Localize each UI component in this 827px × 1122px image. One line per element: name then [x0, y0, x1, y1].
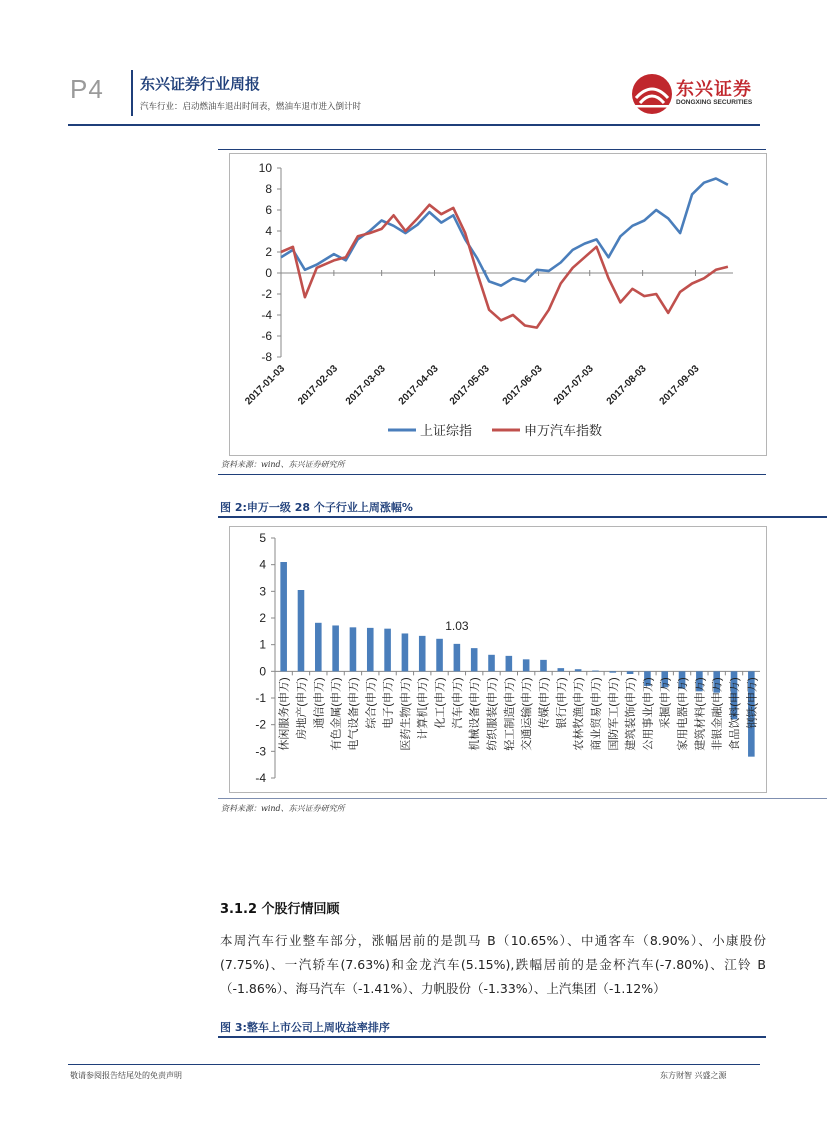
x-tick-label: 2017-03-03 [343, 363, 388, 408]
y-tick-label: -2 [255, 717, 266, 732]
figure1-bottom-rule [218, 474, 766, 475]
x-tick-label: 2017-08-03 [604, 363, 649, 408]
x-tick-label: 医药生物(申万) [399, 677, 412, 751]
bar [402, 633, 409, 671]
x-tick-label: 2017-06-03 [500, 363, 545, 408]
y-tick-label: 5 [259, 531, 266, 545]
x-tick-label: 非银金融(申万) [711, 677, 724, 751]
bar [315, 623, 322, 672]
logo-text: 东兴证券 [676, 79, 752, 100]
bar [540, 660, 547, 671]
x-tick-label: 有色金属(申万) [330, 677, 343, 751]
figure1-source: 资料来源：wind、东兴证券研究所 [221, 460, 345, 469]
section-heading: 3.1.2 个股行情回顾 [220, 902, 340, 917]
y-tick-label: -6 [261, 329, 272, 343]
bar [280, 562, 287, 671]
x-tick-label: 2017-05-03 [447, 363, 492, 408]
y-tick-label: 4 [265, 224, 272, 238]
report-title: 东兴证券行业周报 [140, 75, 261, 93]
y-tick-label: 1 [259, 637, 266, 652]
bar [454, 644, 461, 671]
x-tick-label: 采掘(申万) [659, 677, 672, 729]
x-tick-label: 通信(申万) [313, 677, 326, 729]
figure2-title-rule [218, 516, 827, 518]
y-tick-label: 8 [265, 182, 272, 196]
footer-rule [68, 1064, 760, 1065]
bar [436, 639, 443, 672]
bar [298, 590, 305, 671]
x-tick-label: 汽车(申万) [451, 677, 464, 729]
y-tick-label: -4 [255, 771, 266, 785]
bar [627, 671, 634, 674]
section-paragraph: 本周汽车行业整车部分，涨幅居前的是凯马 B（10.65%）、中通客车（8.90%）、小康股份(7.75%)、一汽轿车(7.63%)和金龙汽车(5.15%),跌幅居前的是金杯汽车(-7.80%)、江铃 B（-1.86%）、海马汽车（-1.41%）、力帆股份（-1.33%）、上汽集团（-1.12%） [220, 933, 766, 996]
report-subtitle: 汽车行业：启动燃油车退出时间表，燃油车退市进入倒计时 [140, 102, 362, 112]
y-tick-label: 6 [265, 203, 272, 217]
legend-label: 上证综指 [420, 423, 473, 438]
x-tick-label: 家用电器(申万) [677, 677, 690, 751]
x-tick-label: 房地产(申万) [295, 677, 308, 740]
bar [575, 669, 582, 671]
y-tick-label: -3 [255, 744, 266, 759]
figure3-title-rule [218, 1036, 766, 1038]
x-tick-label: 国防军工(申万) [607, 677, 620, 751]
y-tick-label: -2 [261, 287, 272, 301]
y-tick-label: 10 [258, 161, 272, 175]
figure2-chart-frame [229, 526, 767, 793]
x-tick-label: 2017-07-03 [551, 363, 596, 408]
x-tick-label: 机械设备(申万) [469, 677, 482, 751]
x-tick-label: 交通运输(申万) [521, 677, 534, 751]
y-tick-label: 2 [265, 245, 272, 259]
x-tick-label: 建筑材料(申万) [694, 677, 707, 751]
bar [367, 628, 374, 671]
x-tick-label: 化工(申万) [434, 677, 447, 729]
figure2-title: 图 2:申万一级 28 个子行业上周涨幅% [220, 501, 413, 514]
x-tick-label: 银行(申万) [555, 677, 568, 729]
figure1-top-rule [218, 149, 766, 150]
x-tick-label: 轻工制造(申万) [503, 677, 516, 751]
x-tick-label: 2017-09-03 [657, 363, 702, 408]
bar [506, 656, 513, 671]
y-tick-label: 0 [259, 664, 266, 679]
x-tick-label: 电子(申万) [382, 677, 395, 729]
bar [488, 655, 495, 672]
figure2-source: 资料来源：wind、东兴证券研究所 [221, 804, 345, 813]
x-tick-label: 休闲服务(申万) [278, 677, 291, 751]
x-tick-label: 综合(申万) [365, 677, 378, 729]
y-tick-label: -4 [261, 308, 272, 322]
legend-label: 申万汽车指数 [524, 423, 603, 438]
y-tick-label: 4 [259, 557, 266, 572]
x-tick-label: 钢铁(申万) [746, 677, 759, 729]
x-tick-label: 2017-01-03 [243, 363, 288, 408]
bar-chart [230, 527, 766, 792]
x-tick-label: 2017-04-03 [396, 363, 441, 408]
x-tick-label: 商业贸易(申万) [590, 677, 603, 751]
series-line-shanghai-composite [281, 179, 728, 286]
figure1-chart-frame [229, 153, 767, 456]
bar [332, 625, 339, 671]
bar [558, 668, 565, 671]
y-tick-label: 2 [259, 611, 266, 625]
series-line-sw-auto-index [281, 205, 728, 328]
y-tick-label: -1 [255, 691, 266, 705]
y-tick-label: -8 [261, 350, 272, 364]
y-tick-label: 3 [259, 584, 266, 599]
y-tick-label: 0 [265, 266, 272, 280]
logo-english: DONGXING SECURITIES [676, 99, 753, 106]
figure2-bottom-rule [218, 798, 827, 799]
x-tick-label: 食品饮料(申万) [729, 677, 742, 751]
bar [523, 659, 530, 671]
bar [592, 671, 599, 672]
footer-slogan: 东方财智 兴盛之源 [660, 1071, 727, 1080]
bar [471, 648, 478, 671]
x-tick-label: 传媒(申万) [538, 677, 551, 729]
bar [350, 627, 357, 671]
x-tick-label: 建筑装饰(申万) [625, 677, 638, 751]
x-tick-label: 电气设备(申万) [347, 677, 360, 751]
line-chart [230, 154, 766, 455]
bar [419, 636, 426, 671]
x-tick-label: 农林牧渔(申万) [573, 677, 586, 751]
figure3-title: 图 3:整车上市公司上周收益率排序 [220, 1021, 390, 1034]
bar [384, 629, 391, 672]
x-tick-label: 2017-02-03 [296, 363, 340, 408]
bar [609, 671, 616, 672]
page-number: P4 [70, 74, 104, 104]
data-label: 1.03 [445, 618, 469, 633]
x-tick-label: 纺织服装(申万) [486, 677, 499, 751]
footer-disclaimer: 敬请参阅报告结尾处的免责声明 [70, 1071, 182, 1080]
header-rule [68, 124, 760, 126]
x-tick-label: 计算机(申万) [417, 677, 430, 740]
x-tick-label: 公用事业(申万) [642, 677, 655, 751]
header-divider [131, 70, 133, 116]
